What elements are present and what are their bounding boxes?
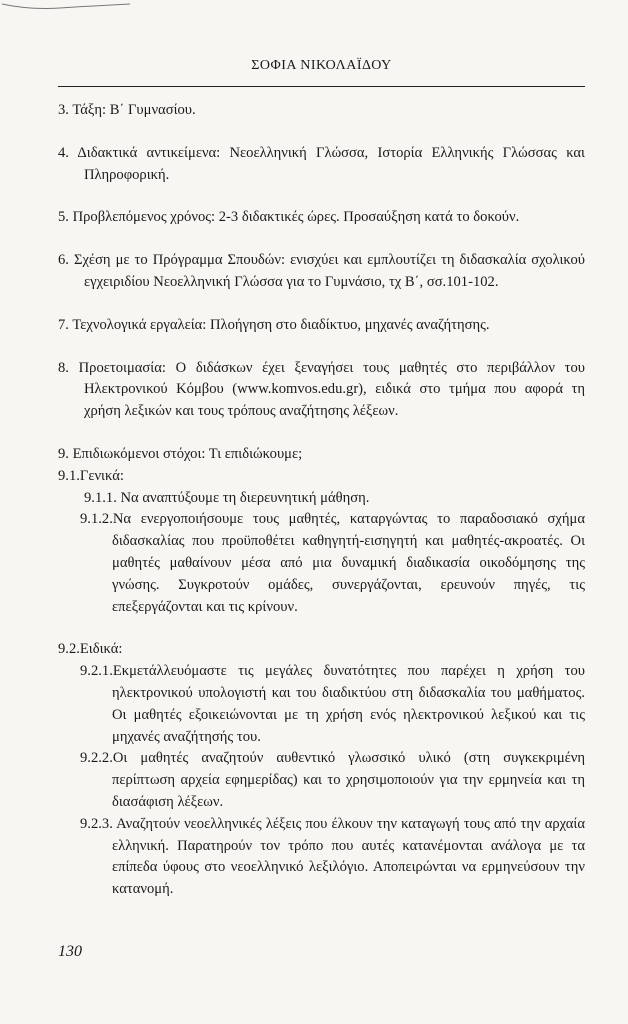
- page-body: [58, 100, 585, 901]
- item-grade: 3. Τάξη: Β΄ Γυμνασίου.: [58, 102, 196, 118]
- objective-1-1-2: 9.1.2.Να ενεργοποιήσουμε τους μαθητές, καταργώντας το παραδοσιακό σχήμα διδασκαλίας που προϋποθέτει καθηγητή-εισηγητή και μαθητές-ακροατές. Οι μαθητές μαθαίνουν μέσα από μια δυναμική διαδικασία οικοδόμησης της γνώσης. Συγκροτούν ομάδες, συνεργάζονται, ερευνούν πηγές, τις επεξεργάζονται και τις κρίνουν.: [80, 511, 585, 615]
- item-preparation: 8. Προετοιμασία: Ο διδάσκων έχει ξεναγήσει τους μαθητές στο περιβάλλον του Ηλεκτρονικού Κόμβου (www.komvos.edu.gr), ειδικά στο τμήμα που αφορά τη χρήση λεξικών και τους τρόπους αναζήτησης λέξεων.: [58, 359, 585, 420]
- objectives-specific-heading: 9.2.Ειδικά:: [58, 641, 123, 658]
- objective-1-1-1: 9.1.1. Να αναπτύξουμε τη διερευνητική μάθηση.: [84, 489, 370, 506]
- objective-2-3: 9.2.3. Αναζητούν νεοελληνικές λέξεις που έλκουν την καταγωγή τους από την αρχαία ελληνική. Παρατηρούν τον τρόπο που αυτές κατανέμονται ανάλογα με τα επίπεδα ύφους στο νεοελληνικό λεξιλόγιο. Αποπειρώνται να ερμηνεύσουν την κατανομή.: [80, 815, 585, 898]
- item-subjects: 4. Διδακτικά αντικείμενα: Νεοελληνική Γλώσσα, Ιστορία Ελληνικής Γλώσσας και Πληροφορική.: [58, 144, 585, 183]
- running-header: ΣΟΦΙΑ ΝΙΚΟΛΑΪΔΟΥ: [251, 58, 392, 73]
- item-curriculum-relation: 6. Σχέση με το Πρόγραμμα Σπουδών: ενισχύει και εμπλουτίζει τη διδασκαλία σχολικού εγχειριδίου Νεοελληνική Γλώσσα για το Γυμνάσιο, τχ Β΄, σσ.101-102.: [58, 252, 585, 290]
- scan-corner-mark: [0, 0, 150, 14]
- page-number: 130: [58, 943, 82, 960]
- item-tech-tools: 7. Τεχνολογικά εργαλεία: Πλοήγηση στο διαδίκτυο, μηχανές αναζήτησης.: [58, 316, 490, 333]
- header-rule: [58, 86, 585, 87]
- objective-2-2: 9.2.2.Οι μαθητές αναζητούν αυθεντικό γλωσσικό υλικό (στη συγκεκριμένη περίπτωση αρχεία εφημερίδας) και το χρησιμοποιούν για την ερμηνεία και τη διασάφιση λέξεων.: [80, 750, 585, 810]
- item-objectives: 9. Επιδιωκόμενοι στόχοι: Τι επιδιώκουμε;: [58, 445, 303, 462]
- objective-2-1: 9.2.1.Εκμετάλλευόμαστε τις μεγάλες δυνατότητες που παρέχει η χρήση του ηλεκτρονικού υπολογιστή και του διαδικτύου στη διδασκαλία του μαθήματος. Οι μαθητές εξοικειώνονται με τη χρήση ενός ηλεκτρονικού λεξικού και τις μηχανές αναζήτησής του.: [80, 663, 585, 745]
- item-duration: 5. Προβλεπόμενος χρόνος: 2-3 διδακτικές ώρες. Προσαύξηση κατά το δοκούν.: [58, 209, 520, 226]
- objectives-general-heading: 9.1.Γενικά:: [58, 467, 124, 484]
